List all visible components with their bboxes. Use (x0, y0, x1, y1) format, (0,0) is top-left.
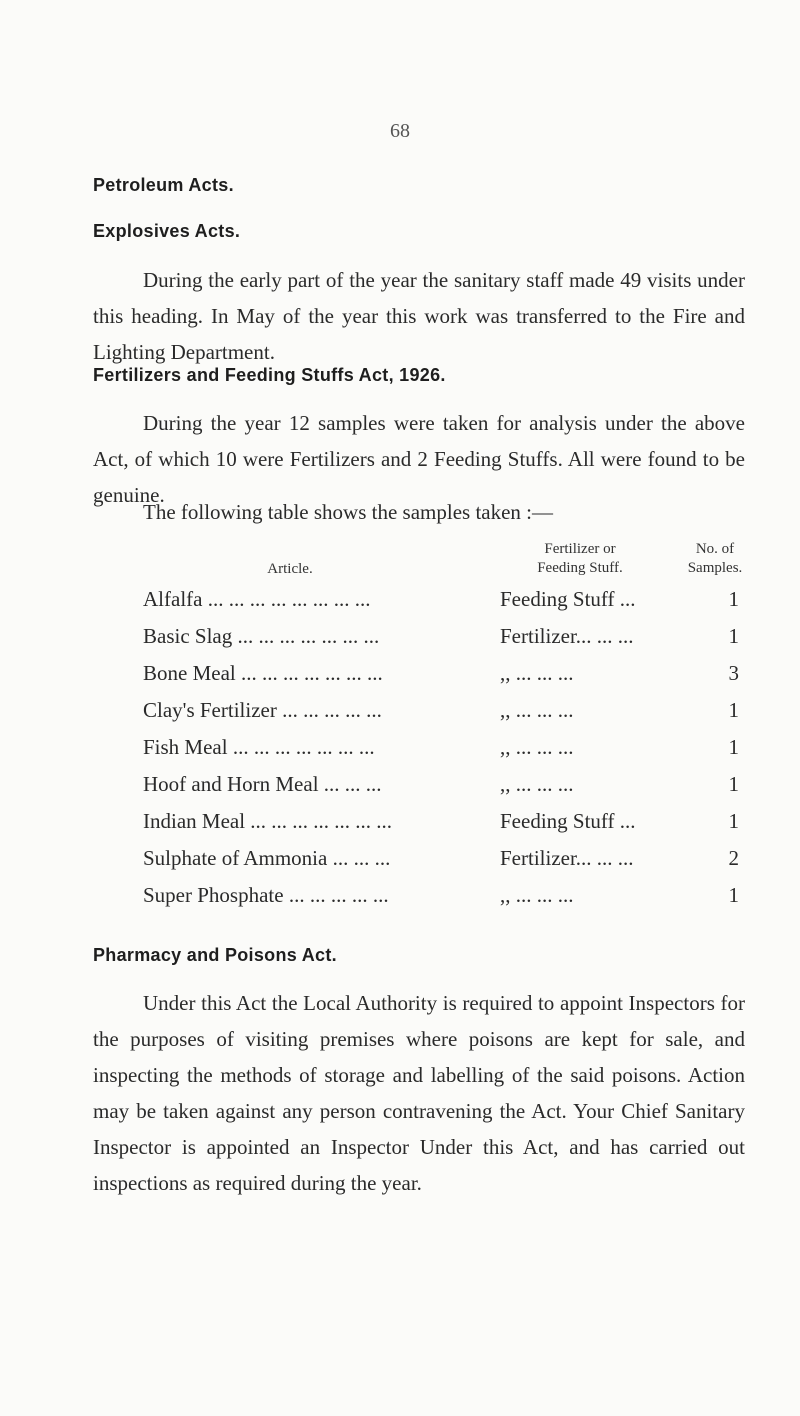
table-row (143, 587, 758, 617)
explosives-acts-heading: Explosives Acts. (93, 221, 241, 241)
table-cell-type: ,, ... ... ... (500, 698, 574, 722)
table-cell-type: ,, ... ... ... (500, 883, 574, 907)
table-cell-count: 1 (728, 809, 739, 833)
column-header-article (230, 560, 350, 579)
table-cell-count: 1 (728, 698, 739, 722)
table-cell-count: 3 (728, 661, 739, 685)
table-cell-article: Basic Slag ... ... ... ... ... ... ... (143, 624, 380, 648)
table-cell-count: 1 (728, 735, 739, 759)
table-cell-type: ,, ... ... ... (500, 772, 574, 796)
table-row (143, 809, 758, 839)
table-row (143, 698, 758, 728)
pharmacy-paragraph (93, 985, 745, 1201)
table-cell-type: Feeding Stuff ... (500, 809, 636, 833)
table-row (143, 846, 758, 876)
table-cell-article: Hoof and Horn Meal ... ... ... (143, 772, 382, 796)
table-cell-article: Sulphate of Ammonia ... ... ... (143, 846, 391, 870)
pharmacy-paragraph-text: Under this Act the Local Authority is required to appoint Inspectors for the purposes of visiting premises where poisons are kept for sale, and inspecting the methods of storage and labelling of the said poisons. Action may be taken against any person contravening the Act. Your Chief Sanitary Inspector is appointed an Inspector Under this Act, and has carried out inspections as required during the year. (93, 991, 745, 1195)
pharmacy-act-heading: Pharmacy and Poisons Act. (93, 945, 337, 965)
column-header-type-line2: Feeding Stuff. (537, 560, 623, 576)
fertilizers-paragraph-text: During the year 12 samples were taken for analysis under the above Act, of which 10 were Fertilizers and 2 Feeding Stuffs. All were found to be genuine. (93, 411, 745, 507)
table-row (143, 661, 758, 691)
table-cell-type: Fertilizer... ... ... (500, 624, 634, 648)
table-cell-article: Alfalfa ... ... ... ... ... ... ... ... (143, 587, 371, 611)
table-cell-count: 1 (728, 772, 739, 796)
table-cell-count: 1 (728, 624, 739, 648)
table-cell-type: ,, ... ... ... (500, 661, 574, 685)
column-header-type (505, 540, 655, 578)
table-row (143, 735, 758, 765)
table-cell-type: ,, ... ... ... (500, 735, 574, 759)
table-cell-article: Bone Meal ... ... ... ... ... ... ... (143, 661, 383, 685)
fertilizers-act-heading: Fertilizers and Feeding Stuffs Act, 1926. (93, 365, 446, 385)
table-cell-article: Indian Meal ... ... ... ... ... ... ... (143, 809, 393, 833)
table-row (143, 772, 758, 802)
table-cell-article: Clay's Fertilizer ... ... ... ... ... (143, 698, 382, 722)
column-header-article-text: Article. (267, 561, 313, 577)
petroleum-acts-heading: Petroleum Acts. (93, 175, 234, 195)
column-header-count (665, 540, 765, 578)
table-cell-type: Fertilizer... ... ... (500, 846, 634, 870)
table-intro: The following table shows the samples taken :— (143, 500, 554, 524)
table-row (143, 624, 758, 654)
explosives-paragraph (93, 262, 745, 370)
explosives-paragraph-text: During the early part of the year the sanitary staff made 49 visits under this heading. In May of the year this work was transferred to the Fire and Lighting Department. (93, 268, 745, 364)
fertilizers-paragraph (93, 405, 745, 513)
page-number: 68 (390, 120, 410, 142)
table-cell-count: 1 (728, 587, 739, 611)
table-cell-type: Feeding Stuff ... (500, 587, 636, 611)
table-cell-count: 2 (728, 846, 739, 870)
table-cell-article: Fish Meal ... ... ... ... ... ... ... (143, 735, 375, 759)
column-header-count-line2: Samples. (687, 560, 743, 576)
table-row (143, 883, 758, 913)
table-cell-article: Super Phosphate ... ... ... ... ... (143, 883, 389, 907)
column-header-type-line1: Fertilizer or (544, 541, 616, 557)
column-header-count-line1: No. of (695, 541, 735, 557)
table-cell-count: 1 (728, 883, 739, 907)
